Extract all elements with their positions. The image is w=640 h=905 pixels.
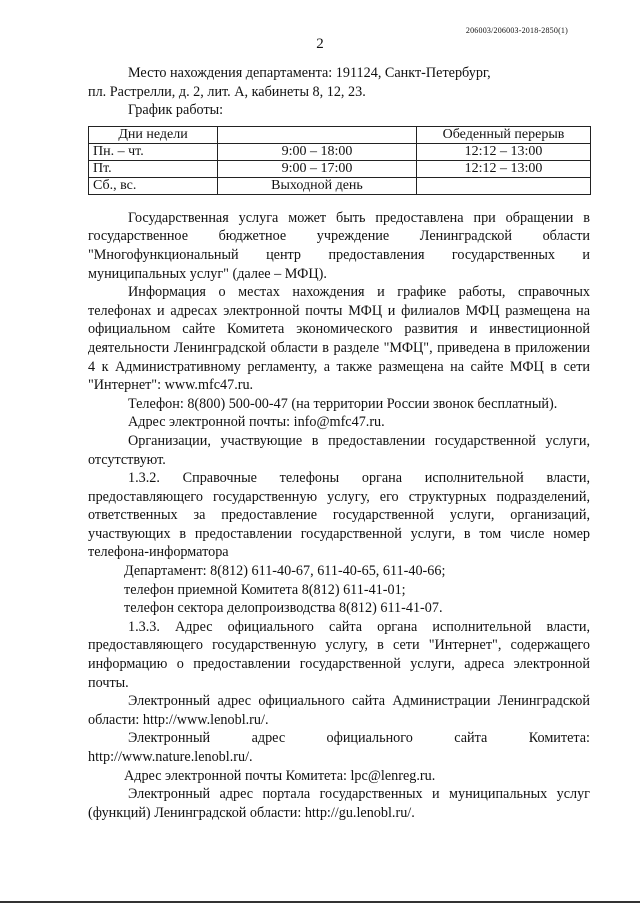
page-number: 2 — [316, 36, 324, 52]
portal-address: Электронный адрес портала государственных и муниципальных услуг (функций) Ленинградской области: http://gu.lenobl.ru/. — [88, 786, 590, 821]
row-day: Пт. — [89, 160, 218, 177]
admin-site: Электронный адрес официального сайта Администрации Ленинградской области: http://www.lenobl.ru/. — [88, 693, 590, 728]
committee-email: Адрес электронной почты Комитета: lpc@lenreg.ru. — [124, 767, 436, 784]
row-hours: Выходной день — [218, 177, 417, 194]
mfc-phone: Телефон: 8(800) 500-00-47 (на территории России звонок бесплатный). — [128, 395, 558, 412]
document-body — [88, 64, 590, 822]
row-lunch: 12:12 – 13:00 — [417, 160, 591, 177]
row-hours: 9:00 – 17:00 — [218, 160, 417, 177]
table-header-row — [89, 126, 591, 143]
department-phones: Департамент: 8(812) 611-40-67, 611-40-65, 611-40-66; — [124, 563, 446, 580]
mfc-intro-paragraph: Государственная услуга может быть предоставлена при обращении в государственное бюджетное учреждение Ленинградской области "Многофункциональный центр предоставления государственных и муниципальных услуг" (далее – МФЦ). — [88, 209, 590, 282]
document-number: 206003/20600З-2018-2850(1) — [465, 26, 568, 35]
section-1-3-3: 1.3.3. Адрес официального сайта органа исполнительной власти, предоставляющего государственную услугу, в сети "Интернет", содержащего информацию о предоставлении государственной услуги, адреса электронной почты. — [88, 618, 590, 691]
table-row — [89, 143, 591, 160]
section-1-3-2: 1.3.2. Справочные телефоны органа исполнительной власти, предоставляющего государственную услугу, его структурных подразделений, ответственных за предоставление государственной услуги, организаций, участвующих в предоставлении государственной услуги, в том числе номер телефона-информатора — [88, 470, 590, 561]
work-schedule-table — [88, 126, 591, 195]
table-row — [89, 160, 591, 177]
mfc-email: Адрес электронной почты: info@mfc47.ru. — [128, 414, 385, 431]
participating-orgs: Организации, участвующие в предоставлении государственной услуги, отсутствуют. — [88, 432, 590, 468]
mfc-info-paragraph: Информация о местах нахождения и графике работы, справочных телефонах и адресах электронной почты МФЦ и филиалов МФЦ размещена на официальном сайте Комитета экономического развития и инвестиционной деятельности Ленинградской области в разделе "МФЦ", приведена в приложении 4 к Административному регламенту, а также размещена на сайте МФЦ в сети "Интернет": www.mfc47.ru. — [88, 284, 590, 394]
department-location-line2: пл. Растрелли, д. 2, лит. А, кабинеты 8, 12, 23. — [88, 83, 366, 100]
footer-rule — [0, 901, 640, 903]
reception-phone: телефон приемной Комитета 8(812) 611-41-01; — [124, 581, 406, 598]
records-phone: телефон сектора делопроизводства 8(812) 611-41-07. — [124, 600, 443, 617]
row-day: Пн. – чт. — [89, 143, 218, 160]
department-location-line1: Место нахождения департамента: 191124, Санкт-Петербург, — [128, 65, 491, 81]
row-lunch — [417, 177, 591, 194]
row-lunch: 12:12 – 13:00 — [417, 143, 591, 160]
header-days: Дни недели — [89, 126, 218, 143]
row-hours: 9:00 – 18:00 — [218, 143, 417, 160]
header-hours — [218, 126, 417, 143]
schedule-title: График работы: — [128, 102, 224, 119]
committee-site: Электронный адрес официального сайта Комитета: http://www.nature.lenobl.ru/. — [88, 730, 590, 765]
table-row — [89, 177, 591, 194]
row-day: Сб., вс. — [89, 177, 218, 194]
header-lunch: Обеденный перерыв — [417, 126, 591, 143]
